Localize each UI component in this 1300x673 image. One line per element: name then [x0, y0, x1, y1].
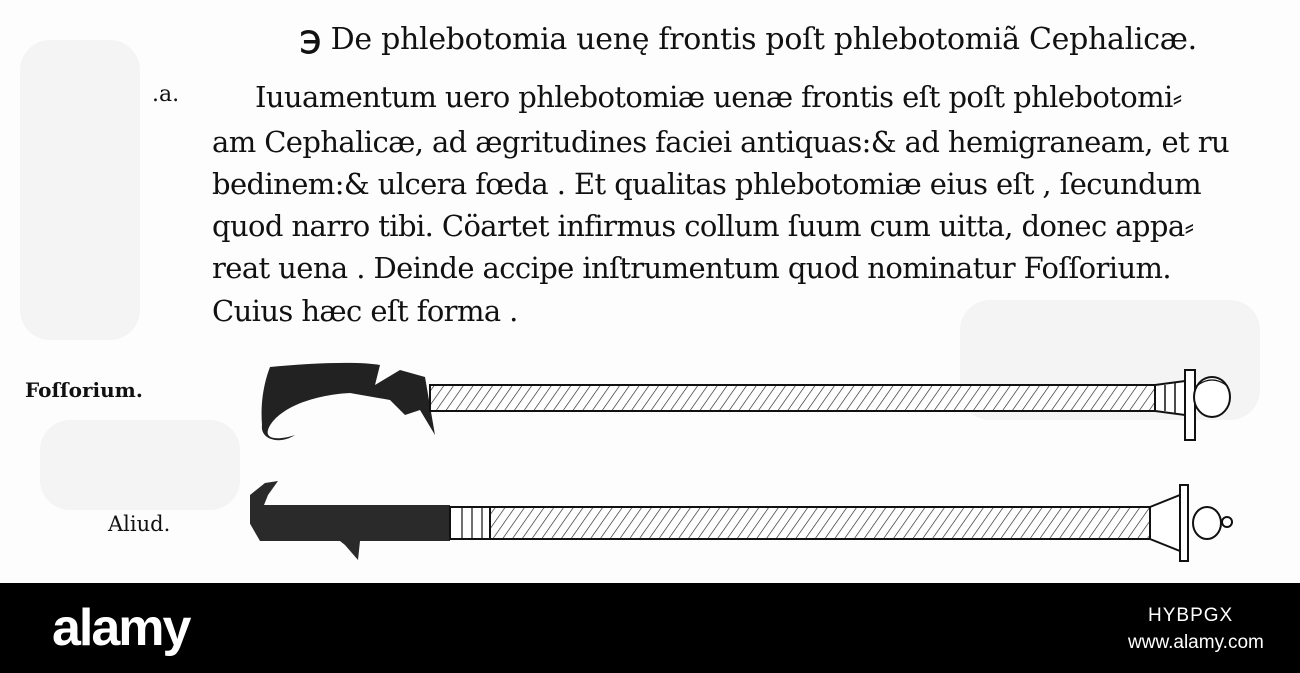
marginal-letter: .a. [152, 82, 180, 107]
shaft [430, 385, 1160, 411]
pilcrow-mark: ℈ [300, 22, 321, 57]
paragraph-line: am Cephalicæ, ad ægritudines faciei antiquas:& ad hemigraneam, et ru [212, 125, 1230, 159]
image-id: HYBPGX [1148, 605, 1234, 626]
paragraph-line: bedinem:& ulcera fœda . Et qualitas phlebotomiæ eius eſt , ſecundum [212, 167, 1202, 201]
blade-icon [250, 481, 450, 560]
scan-ghost [40, 420, 240, 510]
site-url: www.alamy.com [1128, 632, 1264, 653]
watermark-footer [0, 583, 1300, 673]
alamy-logo: alamy [52, 599, 190, 657]
paragraph-line: quod narro tibi. Cöartet infirmus collum ſuum cum uitta, donec appa⸗ [212, 209, 1194, 243]
paragraph-line: reat uena . Deinde accipe inſtrumentum quod nominatur Foſſorium. [212, 251, 1172, 285]
scan-ghost [20, 40, 140, 340]
instruments-illustration [250, 355, 1260, 575]
hook-blade-icon [262, 363, 435, 440]
section-heading [300, 22, 1197, 57]
fossorium-label: Foſſorium. [25, 378, 143, 402]
section-heading-text: De phlebotomia uenę frontis poſt phlebotomiã Cephalicæ. [330, 22, 1197, 57]
paragraph-line: Cuius hæc eſt forma . [212, 294, 518, 328]
paragraph-line: Iuuamentum uero phlebotomiæ uenæ frontis eſt poſt phlebotomi⸗ [255, 80, 1182, 114]
aliud-instrument [250, 481, 1232, 561]
fossorium-instrument [262, 363, 1230, 440]
aliud-label: Aliud. [108, 512, 171, 536]
